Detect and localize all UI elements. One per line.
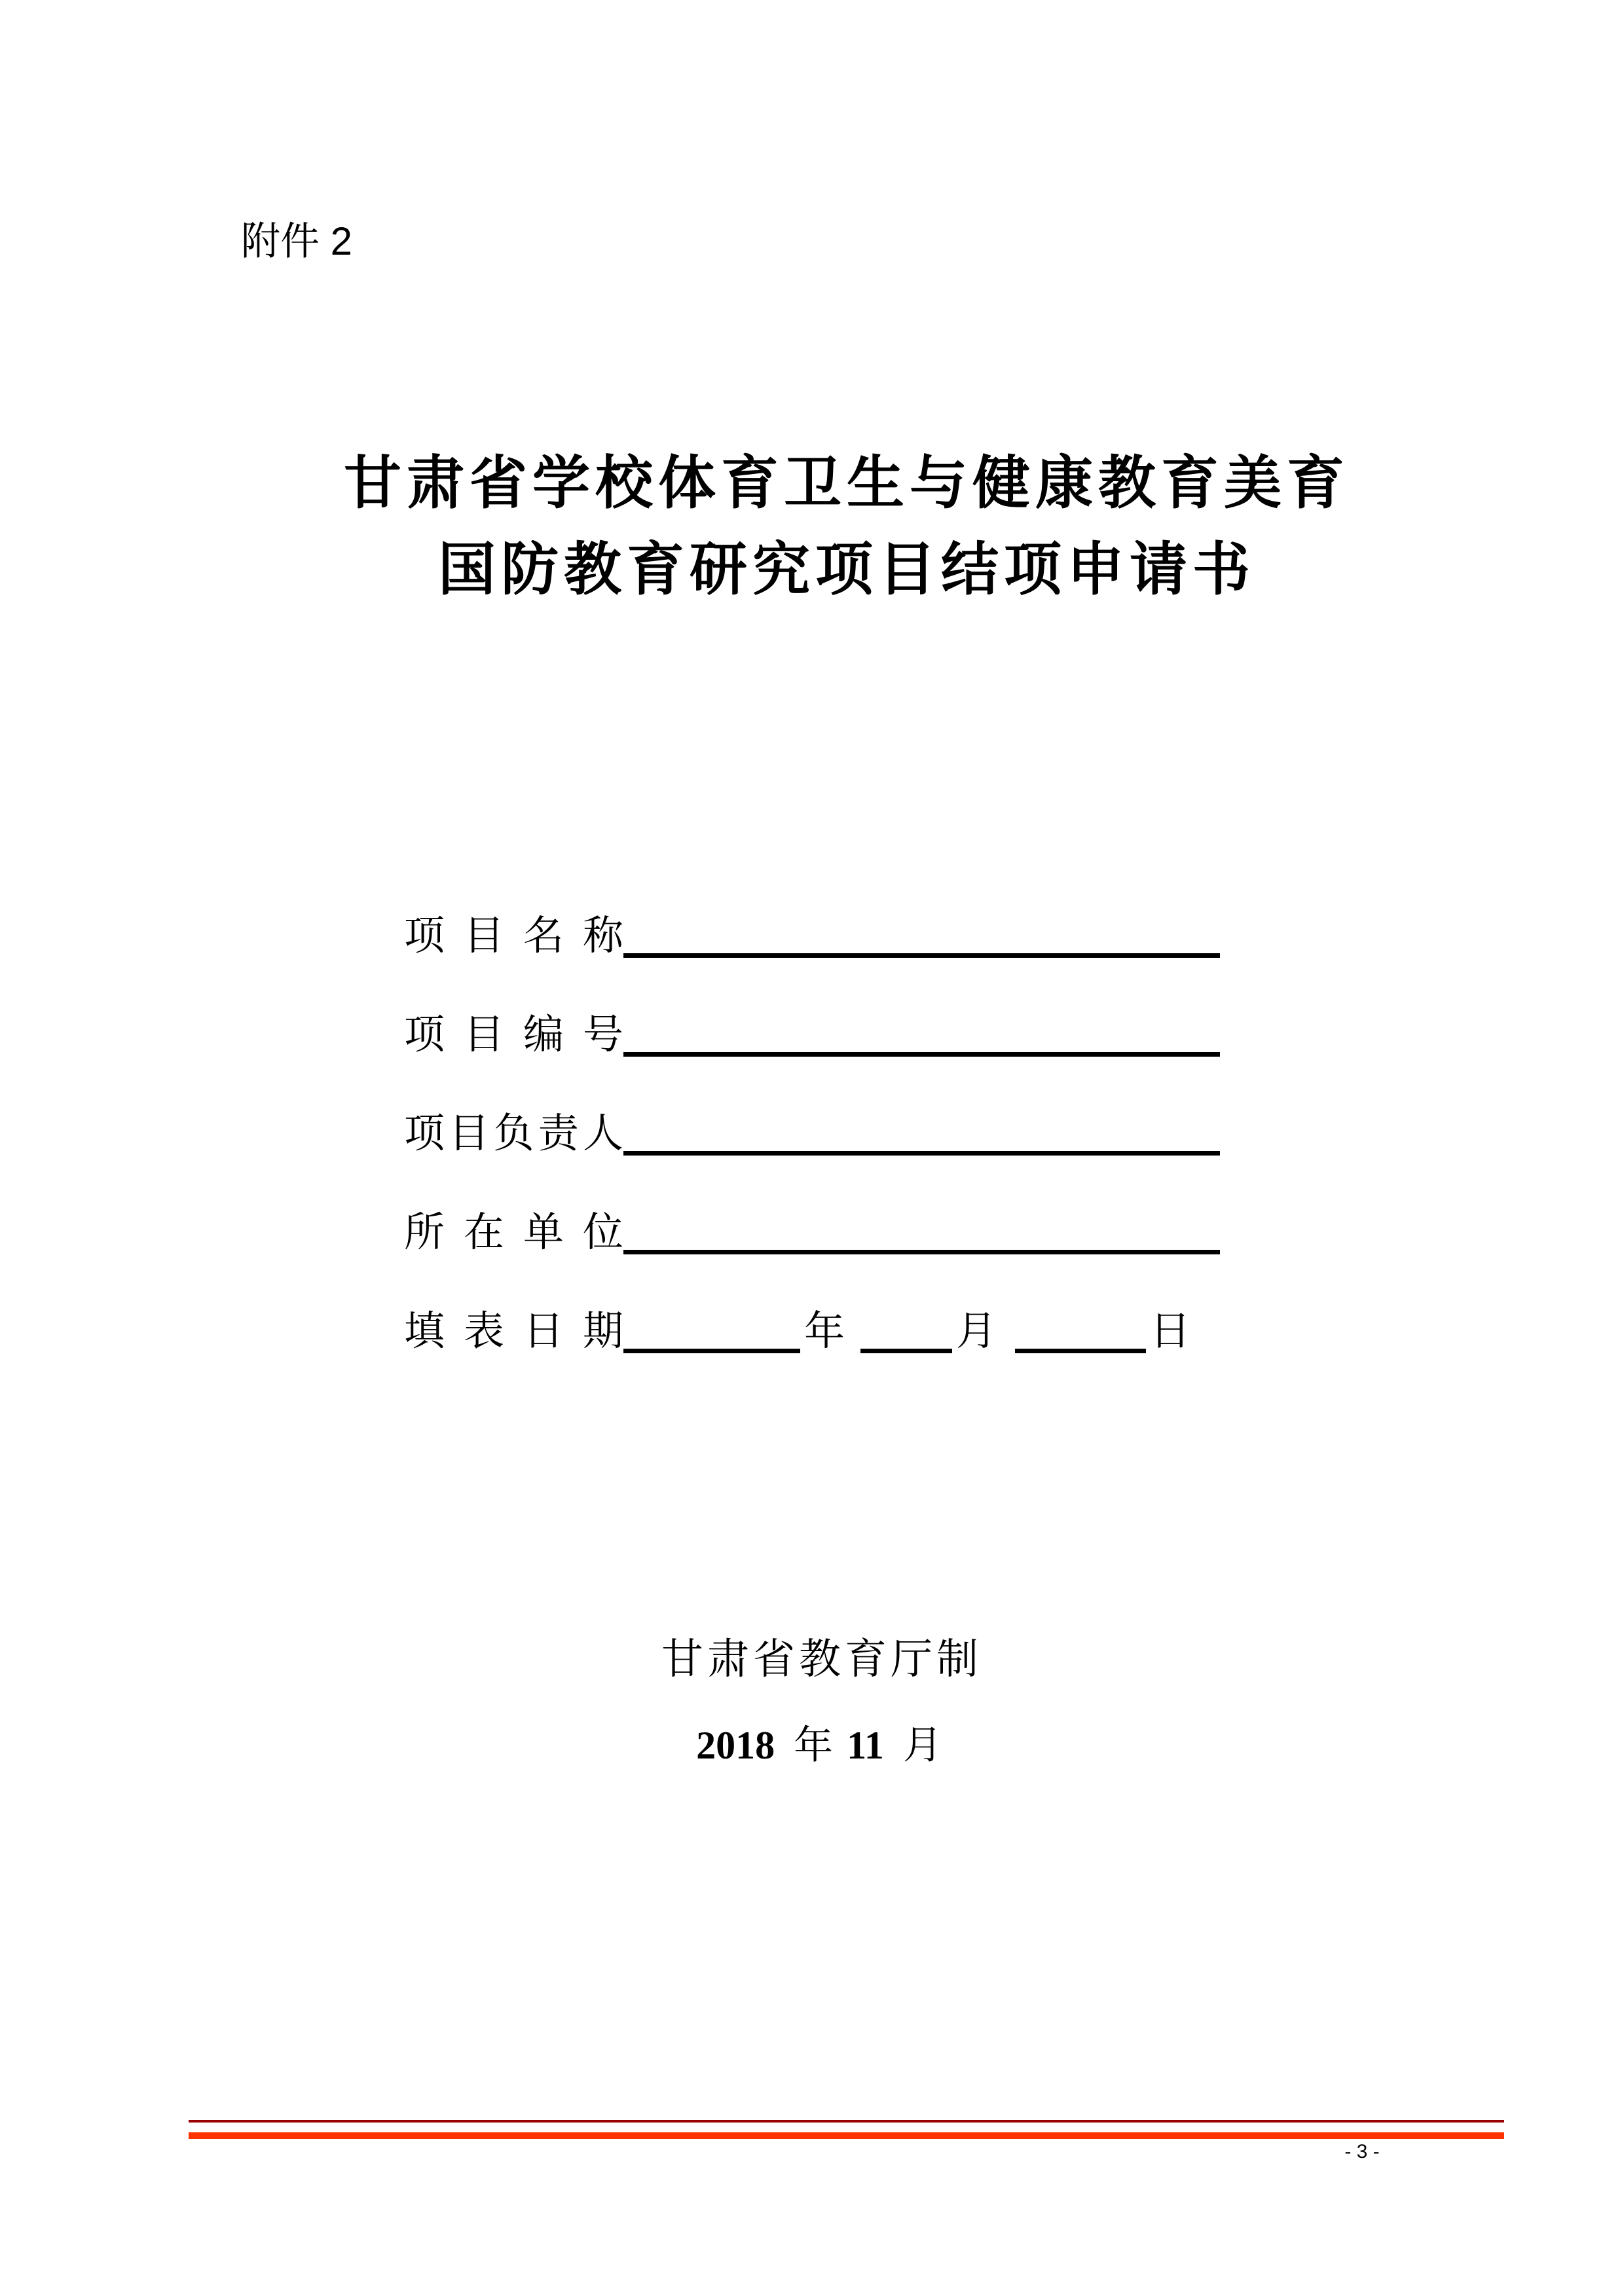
- field-row-affiliation: [404, 1209, 1220, 1254]
- field-label-project-leader: 项目负责人: [404, 1112, 623, 1156]
- fill-date-month-blank-line[interactable]: [860, 1307, 952, 1353]
- field-value-line-project-number[interactable]: [623, 1010, 1220, 1057]
- attachment-label: 附件 2: [241, 219, 353, 263]
- field-label-affiliation: 所 在 单 位: [404, 1211, 623, 1255]
- field-value-line-affiliation[interactable]: [623, 1208, 1220, 1254]
- fill-date-month-unit-label: 月: [956, 1309, 997, 1354]
- title-line-1: 甘肃省学校体育卫生与健康教育美育: [343, 450, 1350, 515]
- field-label-project-name: 项 目 名 称: [404, 914, 623, 958]
- footer-rule-thick: [189, 2132, 1504, 2139]
- fill-date-year-unit-label: 年: [804, 1309, 845, 1354]
- publisher-line: 甘肃省教育厅制: [661, 1636, 982, 1683]
- fill-date-day-unit-label: 日: [1150, 1309, 1191, 1354]
- fill-date-year-blank-line[interactable]: [623, 1307, 800, 1353]
- field-value-line-project-leader[interactable]: [623, 1109, 1220, 1156]
- field-row-fill-date: [404, 1307, 1190, 1353]
- document-title: [0, 440, 1624, 613]
- field-value-line-project-name[interactable]: [623, 911, 1220, 958]
- fill-date-day-blank-line[interactable]: [1015, 1307, 1146, 1353]
- issue-date-year-value: 2018: [696, 1724, 775, 1767]
- page-number: - 3 -: [1344, 2141, 1380, 2162]
- title-line-2: 国防教育研究项目结项申请书: [437, 537, 1255, 602]
- field-label-fill-date: 填 表 日 期: [404, 1309, 623, 1354]
- issue-date-month-value: 11: [847, 1724, 884, 1767]
- field-row-project-name: [404, 912, 1220, 958]
- field-row-project-leader: [404, 1110, 1220, 1156]
- field-row-project-number: [404, 1011, 1220, 1057]
- issue-date-month-unit: 月: [902, 1724, 942, 1767]
- issue-date-line: [0, 1723, 1624, 1768]
- field-label-project-number: 项 目 编 号: [404, 1013, 623, 1057]
- issue-date-year-unit: 年: [794, 1724, 834, 1767]
- footer-rule-thin: [189, 2120, 1504, 2123]
